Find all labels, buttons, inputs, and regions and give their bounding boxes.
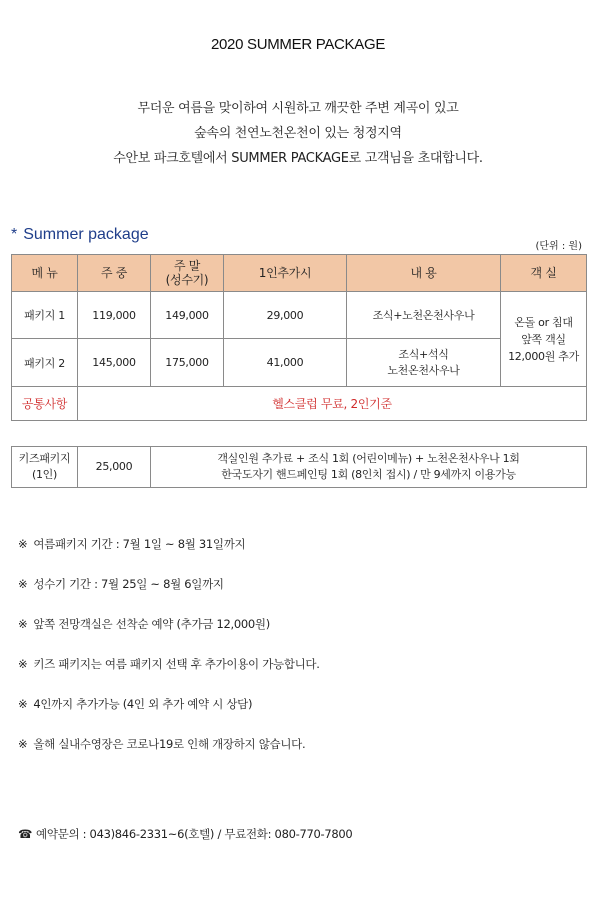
intro-line-2: 숲속의 천연노천온천이 있는 청정지역 — [194, 126, 402, 141]
cell-menu: 패키지 1 — [12, 292, 78, 339]
header-content: 내 용 — [347, 255, 501, 292]
table-row — [12, 447, 587, 488]
note-text: 성수기 기간 : 7월 25일 ~ 8월 6일까지 — [33, 577, 224, 591]
star-icon: * — [11, 226, 18, 243]
section-title-label: Summer package — [23, 226, 149, 243]
cell-extra: 41,000 — [224, 339, 347, 387]
header-weekend-line-1: 주 말 — [173, 259, 201, 273]
kids-price: 25,000 — [78, 447, 151, 488]
reference-mark-icon: ※ — [18, 657, 28, 671]
note-text: 키즈 패키지는 여름 패키지 선택 후 추가이용이 가능합니다. — [33, 657, 320, 671]
kids-description-line-1: 객실인원 추가료 + 조식 1회 (어린이메뉴) + 노천온천사우나 1회 — [217, 452, 520, 465]
kids-label — [12, 447, 78, 488]
header-extra: 1인추가시 — [224, 255, 347, 292]
header-room: 객 실 — [501, 255, 587, 292]
cell-extra: 29,000 — [224, 292, 347, 339]
kids-package-table — [11, 446, 587, 488]
note-text: 올해 실내수영장은 코로나19로 인해 개장하지 않습니다. — [33, 737, 306, 751]
package-table — [11, 254, 587, 421]
header-menu: 메 뉴 — [12, 255, 78, 292]
header-weekend — [151, 255, 224, 292]
list-item — [18, 616, 320, 656]
note-text: 4인까지 추가가능 (4인 외 추가 예약 시 상담) — [33, 697, 253, 711]
contact-text: 예약문의 : 043)846-2331~6(호텔) / 무료전화: 080-770-7800 — [36, 827, 353, 841]
cell-menu: 패키지 2 — [12, 339, 78, 387]
note-text: 앞쪽 전망객실은 선착순 예약 (추가금 12,000원) — [33, 617, 270, 631]
room-line-1: 온돌 or 침대 — [514, 315, 573, 329]
cell-content — [347, 339, 501, 387]
unit-label: (단위 : 원) — [535, 241, 582, 252]
kids-label-line-2: (1인) — [31, 468, 57, 481]
cell-room — [501, 292, 587, 387]
cell-content-line-1: 조식+노천온천사우나 — [372, 309, 475, 322]
cell-weekday: 145,000 — [78, 339, 151, 387]
common-value: 헬스클럽 무료, 2인기준 — [78, 387, 587, 421]
cell-content — [347, 292, 501, 339]
kids-label-line-1: 키즈패키지 — [18, 452, 71, 465]
cell-weekend: 149,000 — [151, 292, 224, 339]
reference-mark-icon: ※ — [18, 697, 28, 711]
table-header-row — [12, 255, 587, 292]
kids-description-line-2: 한국도자기 핸드페인팅 1회 (8인치 접시) / 만 9세까지 이용가능 — [221, 468, 516, 481]
cell-content-line-2: 노천온천사우나 — [387, 363, 460, 377]
header-weekday: 주 중 — [78, 255, 151, 292]
table-row — [12, 292, 587, 339]
intro-line-3: 수안보 파크호텔에서 SUMMER PACKAGE로 고객님을 초대합니다. — [113, 151, 483, 166]
kids-description — [151, 447, 587, 488]
table-row-common — [12, 387, 587, 421]
list-item — [18, 696, 320, 736]
reference-mark-icon: ※ — [18, 617, 28, 631]
room-line-2: 앞쪽 객실 — [521, 332, 566, 346]
table-row — [12, 339, 587, 387]
cell-weekday: 119,000 — [78, 292, 151, 339]
reference-mark-icon: ※ — [18, 537, 28, 551]
cell-content-line-1: 조식+석식 — [398, 347, 449, 361]
list-item — [18, 736, 320, 776]
notes-list — [18, 536, 320, 776]
list-item — [18, 656, 320, 696]
list-item — [18, 576, 320, 616]
contact-info — [18, 826, 352, 842]
telephone-icon: ☎ — [18, 827, 33, 841]
section-title — [11, 226, 149, 244]
reference-mark-icon: ※ — [18, 577, 28, 591]
page-title: 2020 SUMMER PACKAGE — [210, 36, 386, 53]
intro-line-1: 무더운 여름을 맞이하여 시원하고 깨끗한 주변 계곡이 있고 — [137, 101, 459, 116]
common-label: 공통사항 — [12, 387, 78, 421]
note-text: 여름패키지 기간 : 7월 1일 ~ 8월 31일까지 — [33, 537, 246, 551]
header-weekend-line-2: (성수기) — [165, 273, 209, 287]
room-line-3: 12,000원 추가 — [508, 349, 579, 363]
reference-mark-icon: ※ — [18, 737, 28, 751]
intro-text — [0, 96, 596, 171]
cell-weekend: 175,000 — [151, 339, 224, 387]
list-item — [18, 536, 320, 576]
